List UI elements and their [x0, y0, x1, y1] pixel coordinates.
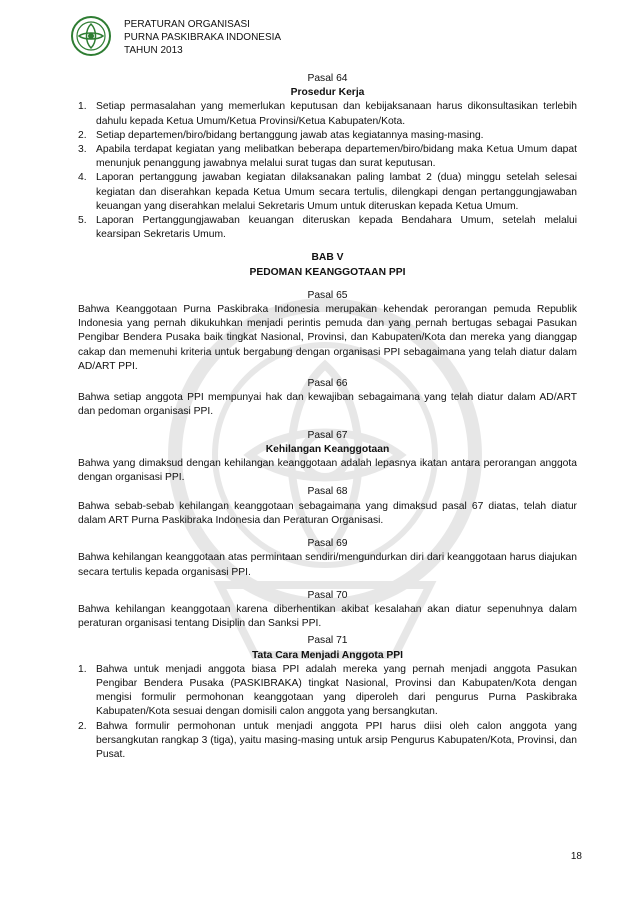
pasal-71-number: Pasal 71: [307, 635, 348, 647]
list-item: [78, 720, 577, 763]
list-number: 1.: [78, 663, 87, 675]
list-item-text: Laporan Pertanggungjawaban keuangan diteruskan kepada Bendahara Umum, setelah melalui kearsipan Sekretaris Umum.: [96, 215, 577, 241]
list-item-text: Apabila terdapat kegiatan yang melibatkan beberapa departemen/biro/bidang maka Ketua Umum dapat menunjuk penanggung jawabnya melalui surat tugas dan surat keputusan.: [96, 144, 577, 170]
pasal-64-list: [78, 100, 577, 242]
list-item: [78, 663, 577, 720]
pasal-68-text: Bahwa sebab-sebab kehilangan keanggotaan sebagaimana yang dimaksud pasal 67 diatas, telah diatur dalam ART Purna Paskibraka Indonesia dan Peraturan Organisasi.: [78, 500, 577, 526]
pasal-65-text: Bahwa Keanggotaan Purna Paskibraka Indonesia merupakan kehendak perorangan pemuda Republik Indonesia yang pernah dikukuhkan menjadi perintis pemuda dan yang pernah bertugas sebagai Pasukan Pengibar Bendera Pusaka baik tingkat Nasional, Provinsi, dan Kabupaten/Kota dan mereka yang dianggap cakap dan memenuhi kriteria untuk bergabung dengan organisasi PPI sebagaimana yang telah diatur dalam AD/ART PPI.: [78, 304, 577, 372]
list-item-text: Bahwa formulir permohonan untuk menjadi anggota PPI harus diisi oleh calon anggota yang bersangkutan rangkap 3 (tiga), yaitu masing-masing untuk arsip Pengurus Kabupaten/Kota, Provinsi, dan Pusat.: [96, 720, 577, 760]
pasal-70-text: Bahwa kehilangan keanggotaan karena diberhentikan akibat kesalahan akan diatur sepenuhnya dalam peraturan organisasi tentang Disiplin dan Sanksi PPI.: [78, 603, 577, 630]
list-number: 1.: [78, 101, 87, 113]
list-item-text: Laporan pertanggung jawaban kegiatan dilaksanakan paling lambat 2 (dua) minggu setelah selesai kegiatan dan diserahkan kepada Ketua Umum secara tertulis, dilengkapi dengan pertanggungjawaban keuangan yang diserahkan melalui Sekretaris Umum untuk diteruskan kepada Ketua Umum.: [96, 172, 577, 212]
list-number: 3.: [78, 144, 87, 156]
pasal-64-title: Prosedur Kerja: [290, 87, 365, 99]
list-item: [78, 214, 577, 242]
bab-title: PEDOMAN KEANGGOTAAN PPI: [249, 266, 406, 278]
list-item: [78, 100, 577, 128]
document-body: [78, 72, 577, 762]
header-line-3: TAHUN 2013: [124, 45, 183, 56]
list-number: 2.: [78, 129, 87, 141]
pasal-66-text: Bahwa setiap anggota PPI mempunyai hak dan kewajiban sebagaimana yang telah diatur dalam AD/ART dan pedoman organisasi PPI.: [78, 392, 577, 418]
header-line-1: PERATURAN ORGANISASI: [124, 19, 250, 30]
pasal-71-title: Tata Cara Menjadi Anggota PPI: [251, 649, 404, 661]
list-number: 5.: [78, 215, 87, 227]
pasal-66-number: Pasal 66: [307, 378, 348, 390]
list-item-text: Bahwa untuk menjadi anggota biasa PPI adalah mereka yang pernah menjadi anggota Pasukan Pengibar Bendera Pusaka (PASKIBRAKA) tingkat Nasional, Provinsi dan Kabupaten/Kota dengan mengisi formulir permohonan keanggotaan yang diperoleh dari pengurus Purna Paskibraka Kabupaten/Kota sesuai dengan domisili calon anggota yang bersangkutan.: [96, 663, 577, 718]
pasal-67-text: Bahwa yang dimaksud dengan kehilangan keanggotaan adalah lepasnya ikatan antara perorangan anggota dengan organisasi PPI.: [78, 458, 577, 484]
list-number: 4.: [78, 172, 87, 184]
header-line-2: PURNA PASKIBRAKA INDONESIA: [124, 32, 282, 43]
pasal-71-list: [78, 663, 577, 762]
list-item: [78, 171, 577, 214]
ppi-logo: [70, 14, 112, 58]
pasal-65-number: Pasal 65: [307, 289, 348, 301]
pasal-69-text: Bahwa kehilangan keanggotaan atas permintaan sendiri/mengundurkan diri dari keanggotaan harus diajukan secara tertulis kepada organisasi PPI.: [78, 552, 577, 578]
pasal-68-number: Pasal 68: [307, 486, 348, 498]
list-item: [78, 143, 577, 171]
pasal-69-number: Pasal 69: [307, 538, 348, 550]
pasal-64-number: Pasal 64: [307, 73, 348, 84]
bab-number: BAB V: [311, 252, 344, 264]
list-item-text: Setiap departemen/biro/bidang bertanggung jawab atas kegiatannya masing-masing.: [96, 129, 484, 141]
pasal-67-title: Kehilangan Keanggotaan: [265, 443, 390, 455]
list-number: 2.: [78, 720, 87, 732]
pasal-70-number: Pasal 70: [307, 589, 348, 601]
document-header: [124, 18, 281, 57]
list-item-text: Setiap permasalahan yang memerlukan keputusan dan kebijaksanaan harus dikonsultasikan terlebih dahulu kepada Ketua Umum/Ketua Provinsi/Ketua Kabupaten/Kota.: [96, 101, 577, 127]
pasal-67-number: Pasal 67: [307, 429, 348, 441]
page-number: 18: [570, 851, 582, 862]
list-item: [78, 129, 577, 143]
